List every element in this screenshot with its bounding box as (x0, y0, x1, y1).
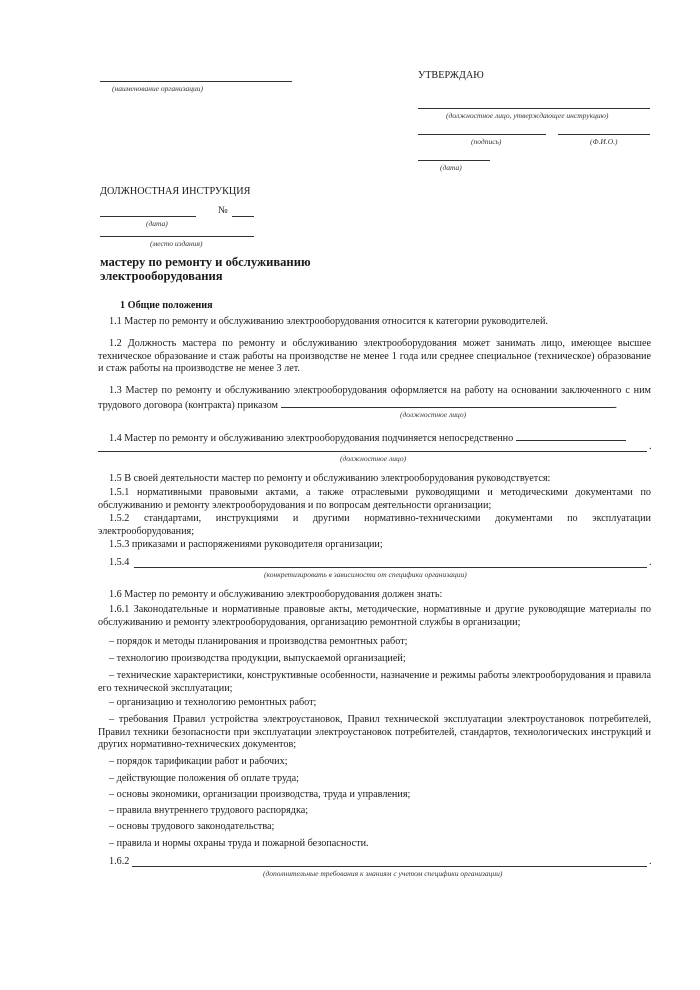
signature-line (418, 134, 546, 135)
list-item: – порядок и методы планирования и производства ремонтных работ; (109, 636, 408, 647)
doc-number-line (232, 216, 254, 217)
org-name-line (100, 81, 292, 82)
doc-type: ДОЛЖНОСТНАЯ ИНСТРУКЦИЯ (100, 186, 251, 197)
paragraph-1-5-1: 1.5.1 нормативными правовыми актами, а также отраслевыми руководящими и методическими документами по обслуживанию и ремонту электрооборудования и по вопросам деятельности организации; (98, 487, 651, 511)
paragraph-1-5-4-caption: (конкретизировать в зависимости от специфики организации) (264, 570, 467, 579)
paragraph-1-6-1: 1.6.1 Законодательные и нормативные правовые акты, методические, нормативные и другие руководящие материалы по обслуживанию и ремонту электрооборудования, организацию ремонтной службы в организации; (98, 604, 651, 628)
org-name-caption: (наименование организации) (112, 84, 204, 93)
approver-position-line (418, 108, 650, 109)
paragraph-1-6-2-line (132, 866, 647, 867)
list-item: – правила и нормы охраны труда и пожарной безопасности. (109, 838, 369, 849)
paragraph-1-3 (98, 385, 651, 412)
period-1-5-4: . (649, 557, 652, 568)
approve-date-caption: (дата) (440, 163, 462, 172)
doc-date-caption: (дата) (146, 219, 168, 228)
section-heading: 1 Общие положения (120, 300, 213, 311)
place-caption: (место издания) (150, 239, 203, 248)
paragraph-1-3-text: 1.3 Мастер по ремонту и обслуживанию электрооборудования оформляется на работу на основании заключенного с ним трудового договора (контракта) приказом (98, 385, 651, 411)
list-item: – правила внутреннего трудового распорядка; (109, 805, 309, 816)
doc-number-sign: № (218, 205, 228, 216)
paragraph-1-4-caption: (должностное лицо) (340, 454, 407, 463)
paragraph-1-1: 1.1 Мастер по ремонту и обслуживанию электрооборудования относится к категории руководителей. (109, 316, 548, 327)
approver-position-caption: (должностное лицо, утверждающее инструкцию) (446, 111, 609, 120)
supervisor-line-1 (516, 431, 626, 441)
paragraph-1-3-caption: (должностное лицо) (400, 410, 467, 419)
paragraph-1-6-2-caption: (дополнительные требования к знаниям с учетом специфики организации) (263, 869, 503, 878)
approve-label: УТВЕРЖДАЮ (418, 70, 484, 81)
paragraph-1-6-2: 1.6.2 (109, 856, 130, 867)
list-item: – основы экономики, организации производства, труда и управления; (109, 789, 411, 800)
paragraph-1-2: 1.2 Должность мастера по ремонту и обслуживанию электрооборудования может занимать лицо, имеющее высшее техническое образование и стаж работы на производстве не менее 1 года или среднее специальное (техническое) образование и стаж работы на производстве не менее 3 лет. (98, 338, 651, 375)
paragraph-1-5-4: 1.5.4 (109, 557, 130, 568)
paragraph-1-4 (109, 431, 626, 446)
approve-date-line (418, 160, 490, 161)
list-item: – требования Правил устройства электроустановок, Правил технической эксплуатации электроустановок потребителей, Правил техники безопасности при эксплуатации электроустановок потребителей, стандартов, технологических инструкций и других нормативно-технических документов; (98, 714, 651, 751)
place-line (100, 236, 254, 237)
period-1-6-2: . (649, 856, 652, 867)
paragraph-1-5-3: 1.5.3 приказами и распоряжениями руководителя организации; (109, 539, 383, 550)
list-item: – порядок тарификации работ и рабочих; (109, 756, 288, 767)
fio-line (558, 134, 650, 135)
period-1-4: . (649, 441, 652, 452)
list-item: – технические характеристики, конструктивные особенности, назначение и режимы работы электрооборудования и правила его технической эксплуатации; (98, 670, 651, 694)
signature-caption: (подпись) (471, 137, 502, 146)
paragraph-1-5-4-line (134, 567, 647, 568)
doc-title-line-1: мастеру по ремонту и обслуживанию (100, 255, 311, 269)
paragraph-1-4-text: 1.4 Мастер по ремонту и обслуживанию электрооборудования подчиняется непосредственно (109, 433, 514, 444)
list-item: – действующие положения об оплате труда; (109, 773, 299, 784)
paragraph-1-5-2: 1.5.2 стандартами, инструкциями и другими нормативно-техническими документами по эксплуатации электрооборудования; (98, 513, 651, 537)
doc-title-line-2: электрооборудования (100, 269, 223, 283)
order-official-line (281, 398, 615, 408)
list-item: – технологию производства продукции, выпускаемой организацией; (109, 653, 406, 664)
supervisor-line-2 (98, 451, 647, 452)
paragraph-1-6: 1.6 Мастер по ремонту и обслуживанию электрооборудования должен знать: (109, 589, 443, 600)
list-item: – основы трудового законодательства; (109, 821, 275, 832)
fio-caption: (Ф.И.О.) (590, 137, 618, 146)
list-item: – организацию и технологию ремонтных работ; (109, 697, 317, 708)
doc-date-line (100, 216, 196, 217)
period: . (614, 399, 618, 411)
paragraph-1-5: 1.5 В своей деятельности мастер по ремонту и обслуживанию электрооборудования руководствуется: (109, 473, 551, 484)
